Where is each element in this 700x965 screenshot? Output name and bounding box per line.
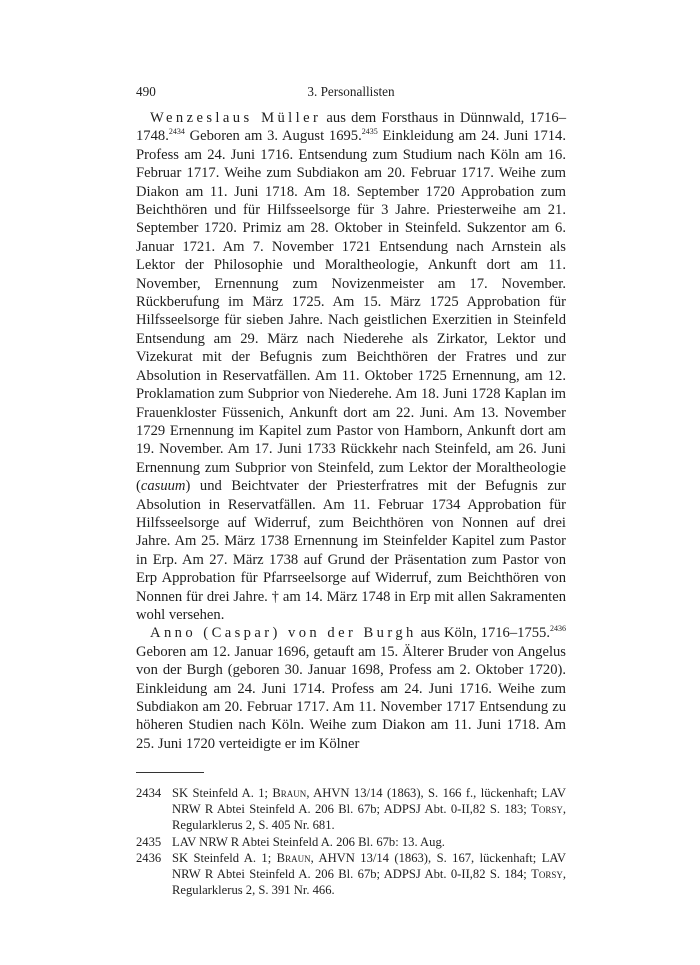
- footnote-number: 2436: [136, 850, 162, 865]
- footnote-number: 2434: [136, 786, 162, 801]
- italic-term: casuum: [140, 478, 186, 495]
- footnote: [136, 785, 566, 833]
- entry-paragraph: Wenzeslaus Müller aus dem Forsthaus in Dünnwald, 1716–1748.$^{2434}$ Geboren am 3. August 1695.$^{2435}$ Einkleidung am 24. Juni 1714. Profess am 24. Juni 1716. Entsendung zum Studium nach Köln am 16. Februar 1717. Weihe zum Subdiakon am 20. Februar 1717. Weihe zum Diakon am 11. Juni 1718. Am 18. September 1720 Approbation zum Beichthören und für Hilfsseelsorge für 3 Jahre. Priesterweihe am 21. September 1720. Primiz am 28. Oktober in Steinfeld. Sukzentor am 6. Januar 1721. Am 7. November 1721 Entsendung nach Arnstein als Lektor der Philosophie und Moraltheologie, Ankunft dort am 11. November, Ernennung zum Novizenmeister am 17. November. Rückberufung im März 1725. Am 15. März 1725 Approbation für Hilfsseelsorge für sieben Jahre. Nach geistlichen Exerzitien in Steinfeld Entsendung am 29. März nach Niederehe als Zirkator, Lektor und Vizekurat mit der Befugnis zum Beichthören der Fratres und zur Absolution in Reservatfällen. Am 11. Oktober 1725 Ernennung, am 12. Proklamation zum Subprior von Niederehe. Am 18. Juni 1728 Kaplan im Frauenkloster Füssenich, Ankunft dort am 22. Juni. Am 13. November 1729 Ernennung im Kapitel zum Pastor von Hamborn, Ankunft dort am 19. November. Am 17. Juni 1733 Rückkehr nach Steinfeld, am 26. Juni Ernennung zum Subprior von Steinfeld, zum Lektor der Moraltheologie (casuum) und Beichtvater der Priesterfratres mit der Befugnis zur Absolution in Reservatfällen. Am 11. Februar 1734 Approbation für Hilfsseelsorge auf Widerruf, zum Beichthören von Nonnen auf drei Jahre. Am 25. März 1738 Ernennung im Steinfelder Kapitel zum Pastor in Erp. Am 27. März 1738 auf Grund der Präsentation zum Pastor von Erp Approbation für Pfarrseelsorge auf Widerruf, zum Beichthören von Nonnen für drei Jahre. † am 14. März 1748 in Erp mit allen Sakramenten wohl versehen.: [136, 110, 566, 623]
- entry-paragraph: Anno (Caspar) von der Burgh aus Köln, 1716–1755.$^{2436}$ Geboren am 12. Januar 1696, getauft am 15. Älterer Bruder von Angelus von der Burgh (geboren 30. Januar 1698, Profess am 2. Oktober 1720). Einkleidung am 24. Juni 1714. Profess am 24. Juni 1716. Weihe zum Subdiakon am 20. Februar 1717. Am 11. November 1717 Entsendung zu höheren Studien nach Köln. Weihe zum Diakon am 11. Juni 1718. Am 25. Juni 1720 verteidigte er im Kölner: [136, 624, 566, 752]
- footnote: [136, 834, 566, 850]
- footnote-ref[interactable]: 2435: [361, 127, 378, 137]
- main-text: [136, 109, 566, 753]
- running-title: 3. Personallisten: [307, 84, 395, 99]
- footnote-ref[interactable]: 2436: [549, 624, 566, 634]
- footnote-ref[interactable]: 2434: [168, 127, 185, 137]
- footnote-number: 2435: [136, 834, 162, 849]
- book-page: [136, 84, 566, 898]
- footnotes: [136, 785, 566, 898]
- footnote-text: SK Steinfeld A. 1; Braun, AHVN 13/14 (1863), S. 167, lückenhaft; LAV NRW R Abtei Steinfeld A. 206 Bl. 67b; ADPSJ Abt. 0-II,82 S. 184; Torsy, Regularklerus 2, S. 391 Nr. 466.: [172, 850, 566, 897]
- person-name: Anno (Caspar) von der Burgh: [150, 625, 417, 642]
- footnote: [136, 850, 566, 898]
- footnote-text: SK Steinfeld A. 1; Braun, AHVN 13/14 (1863), S. 166 f., lückenhaft; LAV NRW R Abtei Steinfeld A. 206 Bl. 67b; ADPSJ Abt. 0-II,82 S. 183; Torsy, Regularklerus 2, S. 405 Nr. 681.: [172, 786, 566, 833]
- page-header: [136, 84, 566, 102]
- footnote-rule: [136, 772, 204, 773]
- footnote-text: LAV NRW R Abtei Steinfeld A. 206 Bl. 67b: 13. Aug.: [172, 834, 445, 849]
- person-name: Wenzeslaus Müller: [150, 110, 322, 126]
- page-number: 490: [136, 84, 156, 99]
